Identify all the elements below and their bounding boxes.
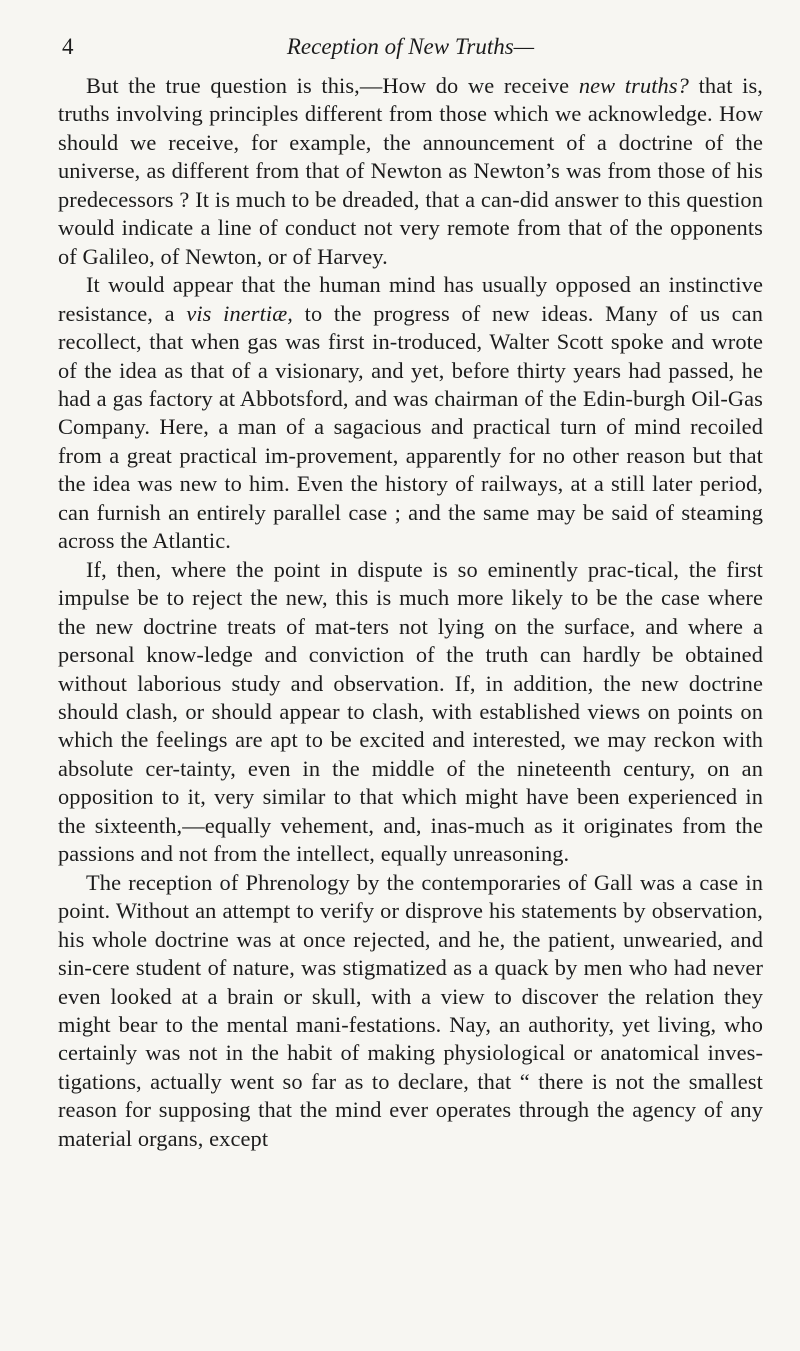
paragraph-1-text-start: But the true question is this,—How do we receive	[86, 73, 579, 98]
book-page	[58, 28, 763, 1153]
paragraph-3: If, then, where the point in dispute is so eminently prac-tical, the first impulse be to reject the new, this is much more likely to be the case where the new doctrine treats of mat-ters not lying on the surface, and where a personal know-ledge and conviction of the truth can hardly be obtained without laborious study and observation. If, in addition, the new doctrine should clash, or should appear to clash, with established views on points on which the feelings are apt to be excited and interested, we may reckon with absolute cer-tainty, even in the middle of the nineteenth century, on an opposition to it, very similar to that which might have been experienced in the sixteenth,—equally vehement, and, inas-much as it originates from the passions and not from the intellect, equally unreasoning.	[58, 556, 763, 867]
paragraph-1	[58, 72, 763, 271]
paragraph-1-text-rest: that is, truths involving principles different from those which we acknowledge. How should we receive, for example, the announcement of a doctrine of the universe, as different from that of Newton as Newton’s was from those of his predecessors ? It is much to be dreaded, that a can-did answer to this question would indicate a line of conduct not very remote from that of the opponents of Galileo, of Newton, or of Harvey.	[58, 73, 763, 269]
paragraph-2	[58, 271, 763, 556]
paragraph-2-text-start: It would appear that the human mind has usually opposed an instinctive resistance, a	[58, 272, 763, 326]
paragraph-4: The reception of Phrenology by the contemporaries of Gall was a case in point. Without an attempt to verify or disprove his statements by observation, his whole doctrine was at once rejected, and he, the patient, unwearied, and sin-cere student of nature, was stigmatized as a quack by men who had never even looked at a brain or skull, with a view to discover the relation they might bear to the mental mani-festations. Nay, an authority, yet living, who certainly was not in the habit of making physiological or anatomical inves-tigations, actually went so far as to declare, that “ there is not the smallest reason for supposing that the mind ever operates through the agency of any material organs, except	[58, 869, 763, 1151]
italic-new-truths: new truths?	[578, 73, 689, 98]
paragraph-2-text-rest: to the progress of new ideas. Many of us can recollect, that when gas was first in-troduced, Walter Scott spoke and wrote of the idea as that of a visionary, and yet, before thirty years had passed, he had a gas factory at Abbotsford, and was chairman of the Edin-burgh Oil-Gas Company. Here, a man of a sagacious and practical turn of mind recoiled from a great practical im-provement, apparently for no other reason but that the idea was new to him. Even the history of railways, at a still later period, can furnish an entirely parallel case ; and the same may be said of steaming across the Atlantic.	[58, 300, 764, 554]
body-text	[58, 72, 763, 1153]
page-header	[58, 28, 763, 72]
running-title: Reception of New Truths—	[286, 34, 535, 59]
italic-vis-inertiae: vis inertiæ,	[186, 300, 293, 326]
page-number: 4	[62, 34, 74, 59]
